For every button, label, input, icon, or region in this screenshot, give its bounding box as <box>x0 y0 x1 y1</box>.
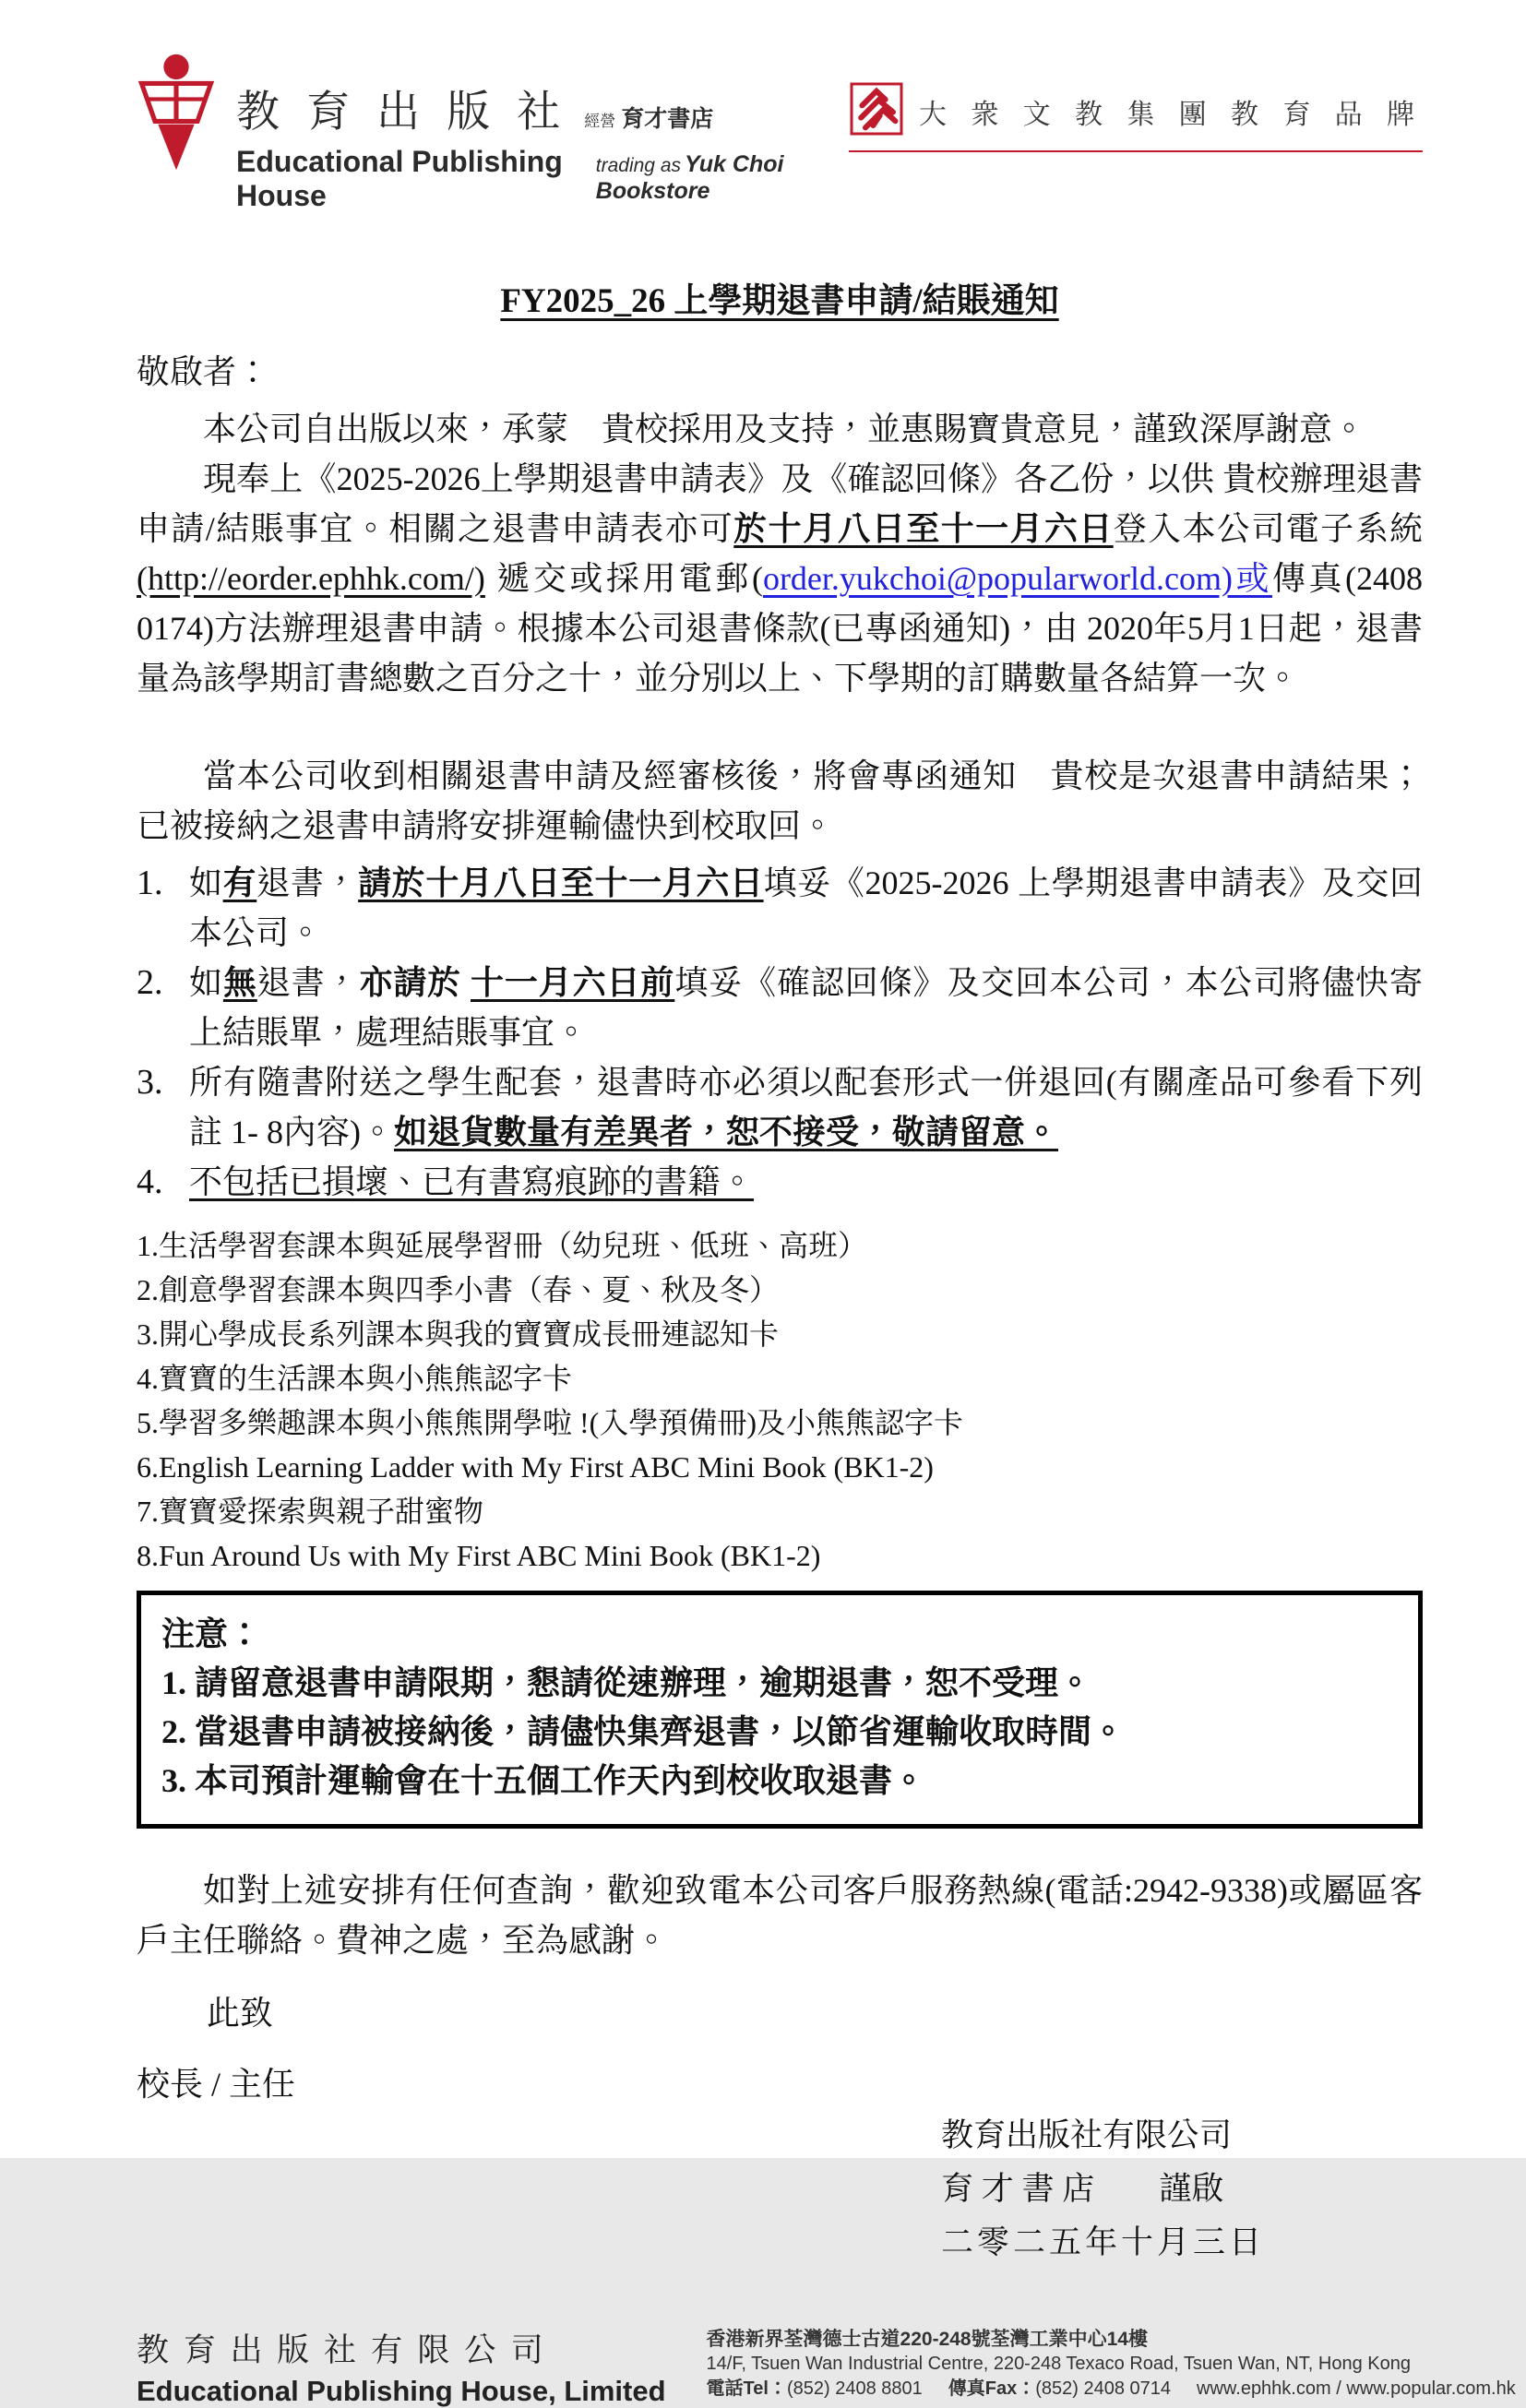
note-item: 4.寶寶的生活課本與小熊熊認字卡 <box>137 1362 573 1395</box>
list-item <box>137 958 1423 1057</box>
publisher-name-cn: 教 育 出 版 社 <box>236 87 568 136</box>
text-segment: 無 <box>222 964 257 1001</box>
footer-company-cn: 教 育 出 版 社 有 限 公 司 <box>137 2332 546 2368</box>
signature-company: 教育出版社有限公司 <box>941 2117 1233 2153</box>
paragraph-result: 當本公司收到相關退書申請及經審核後，將會專函通知 貴校是次退書申請結果；已被接納之退書申請將安排運輸儘快到校取回。 <box>137 757 1423 844</box>
item-number: 1. <box>137 864 163 902</box>
footer-tel-fax-web <box>707 2377 1516 2402</box>
group-brand-text: 大 衆 文 教 集 團 教 育 品 牌 <box>918 99 1423 130</box>
item-text <box>189 1157 1423 1207</box>
text-segment: 傳真(2408 0174)方法辦理退書申請。根據本公司退書條款(已專函通知)，由 2020年5月1日起，退書量為該學期訂書總數之百分之十，並分別以上、下學期的訂購數量各結算一次。 <box>137 560 1423 697</box>
note-item: 3.開心學成長系列課本與我的寶寶成長冊連認知卡 <box>137 1317 780 1351</box>
text-segment: 所有隨書附送之學生配套，退書時亦必須以配套形式一併退回(有關產品可參看下列註 1- 8內容)。 <box>189 1064 1423 1150</box>
note-item: 1.生活學習套課本與延展學習冊（幼兒班、低班、高班） <box>137 1229 868 1262</box>
list-item <box>137 858 1423 958</box>
header <box>137 54 1423 213</box>
item-text <box>189 1057 1423 1157</box>
notice-item: 1. 請留意退書申請限期，懇請從速辦理，逾期退書，恕不受理。 <box>161 1664 1092 1701</box>
paragraph-thanks: 本公司自出版以來，承蒙 貴校採用及支持，並惠賜寶貴意見，謹致深厚謝意。 <box>203 411 1366 447</box>
item-number: 2. <box>137 963 163 1002</box>
item-text <box>189 858 1423 958</box>
publisher-tagline-en <box>596 151 849 205</box>
text-segment: 亦請於 <box>359 964 471 1001</box>
text-segment: 不包括已損壞、已有書寫痕跡的書籍。 <box>189 1163 755 1200</box>
text-segment: 填妥《2025-2026 上學期退書申請表》及交回本公司。 <box>189 864 1423 951</box>
publisher-logo-text <box>236 54 849 213</box>
footer-address-cn: 香港新界荃灣德士古道220-248號荃灣工業中心14樓 <box>706 2329 1148 2350</box>
publisher-tagline-cn <box>584 101 713 134</box>
signature-block <box>941 2109 1423 2270</box>
text-segment: 如 <box>189 964 223 1001</box>
tagline-prefix-cn: 經營 <box>584 113 616 130</box>
item-number: 3. <box>137 1063 163 1102</box>
notice-heading: 注意： <box>161 1615 262 1652</box>
notice-item: 2. 當退書申請被接納後，請儘快集齊退書，以節省運輸收取時間。 <box>161 1713 1126 1750</box>
numbered-list <box>137 858 1423 1207</box>
text-segment: 退書， <box>256 964 360 1001</box>
notice-box <box>137 1591 1423 1829</box>
note-item: 2.創意學習套課本與四季小書（春、夏、秋及冬） <box>137 1273 780 1306</box>
notice-item: 3. 本司預計運輸會在十五個工作天內到校收取退書。 <box>161 1762 926 1799</box>
note-item: 6.English Learning Ladder with My First ABC Mini Book (BK1-2) <box>137 1450 934 1484</box>
note-item: 5.學習多樂趣課本與小熊熊開學啦 !(入學預備冊)及小熊熊認字卡 <box>137 1406 963 1439</box>
group-brand-logo <box>849 81 1423 152</box>
note-item: 8.Fun Around Us with My First ABC Mini Book (BK1-2) <box>137 1539 821 1572</box>
item-number: 4. <box>137 1162 163 1201</box>
text-segment: 如退貨數量有差異者，恕不接受，敬請留意。 <box>393 1114 1058 1150</box>
salutation: 敬啟者： <box>137 353 270 390</box>
text-segment: 遞交或採用電郵( <box>484 560 763 597</box>
text-segment: 請於十月八日至十一月六日 <box>358 864 764 901</box>
list-item <box>137 1057 1423 1157</box>
footer-company <box>137 2325 666 2408</box>
fax-label: 傳真Fax： <box>948 2378 1036 2399</box>
note-item: 7.寶寶愛探索與親子甜蜜物 <box>137 1495 484 1528</box>
paragraph-contact: 如對上述安排有任何查詢，歡迎致電本公司客戶服務熱線(電話:2942-9338)或屬區客戶主任聯絡。費神之處，至為感謝。 <box>137 1872 1423 1959</box>
text-segment: 填妥《確認回條》及交回本公司，本公司將儘快寄上結賬單，處理結賬事宜。 <box>189 964 1423 1051</box>
bookstore-name-en: Yuk Choi Bookstore <box>595 151 784 204</box>
letter-title: FY2025_26 上學期退書申請/結賬通知 <box>500 282 1059 320</box>
recipient: 校長 / 主任 <box>137 2066 296 2103</box>
text-segment: 有 <box>222 864 257 901</box>
bookstore-name-cn: 育才書店 <box>621 106 714 132</box>
text-segment: 於十月八日至十一月六日 <box>733 510 1114 547</box>
item-text <box>189 958 1423 1057</box>
text-segment: 如 <box>189 864 223 901</box>
text-segment: 退書， <box>256 864 359 901</box>
text-segment: 現奉上《2025-2026上學期退書申請表》及《確認回條》各乙份，以供 貴校辦理退書申請/結賬事宜。相關之退書申請表亦可 <box>137 460 1423 547</box>
tel-number: (852) 2408 8801 <box>786 2378 923 2399</box>
tagline-prefix-en: trading as <box>595 155 682 176</box>
publisher-logo <box>137 54 849 213</box>
group-brand-icon <box>849 81 904 141</box>
publisher-name-en: Educational Publishing House <box>236 145 563 212</box>
footer-contact <box>707 2325 1516 2402</box>
publisher-logo-icon <box>137 54 216 176</box>
footer <box>137 2325 1516 2408</box>
product-notes-list <box>137 1223 1423 1578</box>
tel-label: 電話Tel： <box>706 2378 787 2399</box>
signature-store: 育 才 書 店 謹啟 <box>941 2171 1224 2207</box>
valediction: 此致 <box>207 1995 274 2032</box>
signature-date: 二零二五年十月三日 <box>941 2224 1266 2260</box>
list-item <box>137 1157 1423 1207</box>
footer-websites: www.ephhk.com / www.popular.com.hk <box>1197 2378 1516 2399</box>
fax-number: (852) 2408 0714 <box>1035 2378 1172 2399</box>
eorder-url[interactable]: (http://eorder.ephhk.com/) <box>137 560 485 597</box>
text-segment: 登入本公司電子系統 <box>1113 510 1423 547</box>
paragraph-main <box>137 454 1423 703</box>
email-link[interactable]: order.yukchoi@popularworld.com)或 <box>762 560 1272 597</box>
text-segment: 十一月六日前 <box>471 964 675 1001</box>
footer-address-en: 14/F, Tsuen Wan Industrial Centre, 220-248 Texaco Road, Tsuen Wan, NT, Hong Kong <box>706 2354 1411 2374</box>
footer-company-en: Educational Publishing House, Limited <box>137 2375 666 2407</box>
